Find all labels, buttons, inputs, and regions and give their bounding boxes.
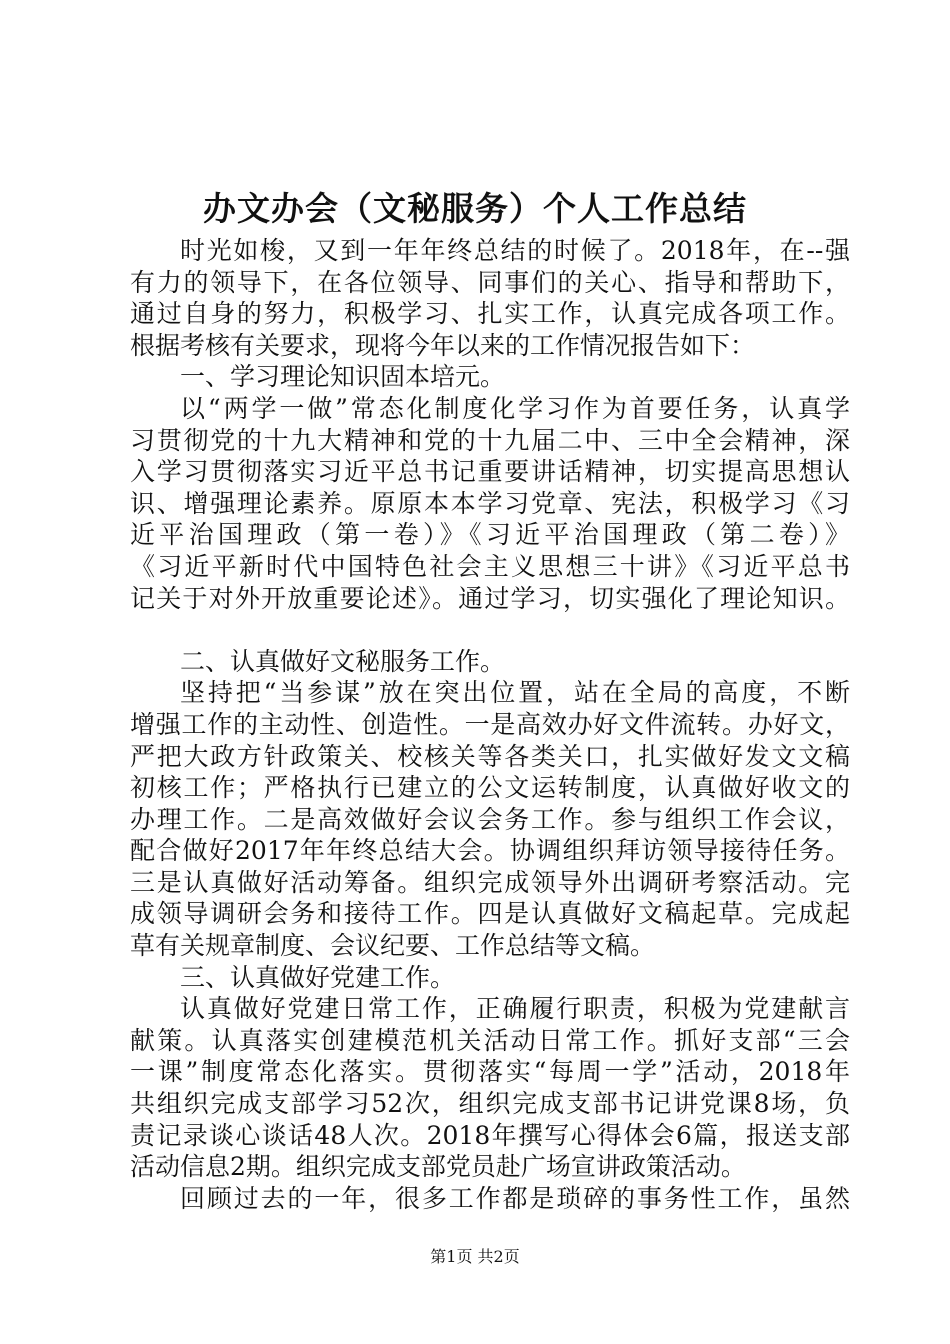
blank-line bbox=[130, 614, 850, 646]
section-heading: 三、认真做好党建工作。 bbox=[180, 962, 456, 992]
body-line: 有力的领导下，在各位领导、同事们的关心、指导和帮助下， bbox=[130, 267, 850, 297]
body-line: 坚持把“当参谋”放在突出位置，站在全局的高度，不断 bbox=[180, 678, 850, 708]
body-line: 以“两学一做”常态化制度化学习作为首要任务，认真学 bbox=[180, 393, 850, 423]
body-line: 近平治国理政（第一卷）》《习近平治国理政（第二卷）》 bbox=[130, 520, 850, 550]
body-line: 一课”制度常态化落实。贯彻落实“每周一学”活动，2018年 bbox=[130, 1057, 850, 1087]
body-line: 活动信息2期。组织完成支部党员赴广场宣讲政策活动。 bbox=[130, 1152, 746, 1182]
body-line: 草有关规章制度、会议纪要、工作总结等文稿。 bbox=[130, 931, 656, 961]
document-body bbox=[130, 235, 850, 1214]
section-heading: 一、学习理论知识固本培元。 bbox=[180, 362, 506, 392]
document-title: 办文办会（文秘服务）个人工作总结 bbox=[203, 189, 747, 228]
body-line: 《习近平新时代中国特色社会主义思想三十讲》《习近平总书 bbox=[130, 551, 850, 581]
body-line: 时光如梭，又到一年年终总结的时候了。2018年，在--强 bbox=[180, 236, 850, 265]
body-line: 认真做好党建日常工作，正确履行职责，积极为党建献言 bbox=[180, 994, 850, 1024]
body-line: 记关于对外开放重要论述》。通过学习，切实强化了理论知识。 bbox=[130, 583, 850, 613]
body-line: 共组织完成支部学习52次，组织完成支部书记讲党课8场，负 bbox=[130, 1089, 850, 1119]
body-line: 入学习贯彻落实习近平总书记重要讲话精神，切实提高思想认 bbox=[130, 457, 850, 487]
body-line: 责记录谈心谈话48人次。2018年撰写心得体会6篇，报送支部 bbox=[130, 1120, 850, 1150]
body-line: 办理工作。二是高效做好会议会务工作。参与组织工作会议， bbox=[130, 804, 850, 834]
body-line: 习贯彻党的十九大精神和党的十九届二中、三中全会精神，深 bbox=[130, 425, 850, 455]
body-line: 配合做好2017年年终总结大会。协调组织拜访领导接待任务。 bbox=[130, 836, 850, 866]
body-line: 献策。认真落实创建模范机关活动日常工作。抓好支部“三会 bbox=[130, 1025, 850, 1055]
body-line: 成领导调研会务和接待工作。四是认真做好文稿起草。完成起 bbox=[130, 899, 850, 929]
body-line: 通过自身的努力，积极学习、扎实工作，认真完成各项工作。 bbox=[130, 299, 850, 329]
body-line: 三是认真做好活动筹备。组织完成领导外出调研考察活动。完 bbox=[130, 867, 850, 897]
body-line: 初核工作；严格执行已建立的公文运转制度，认真做好收文的 bbox=[130, 773, 850, 803]
body-line: 严把大政方针政策关、校核关等各类关口，扎实做好发文文稿 bbox=[130, 741, 850, 771]
body-line: 回顾过去的一年，很多工作都是琐碎的事务性工作，虽然 bbox=[180, 1183, 850, 1213]
page-number-footer: 第1页 共2页 bbox=[430, 1247, 520, 1266]
body-line: 识、增强理论素养。原原本本学习党章、宪法，积极学习《习 bbox=[130, 488, 850, 518]
body-line: 根据考核有关要求，现将今年以来的工作情况报告如下： bbox=[130, 330, 756, 360]
section-heading: 二、认真做好文秘服务工作。 bbox=[180, 646, 506, 676]
body-line: 增强工作的主动性、创造性。一是高效办好文件流转。办好文， bbox=[130, 709, 850, 739]
